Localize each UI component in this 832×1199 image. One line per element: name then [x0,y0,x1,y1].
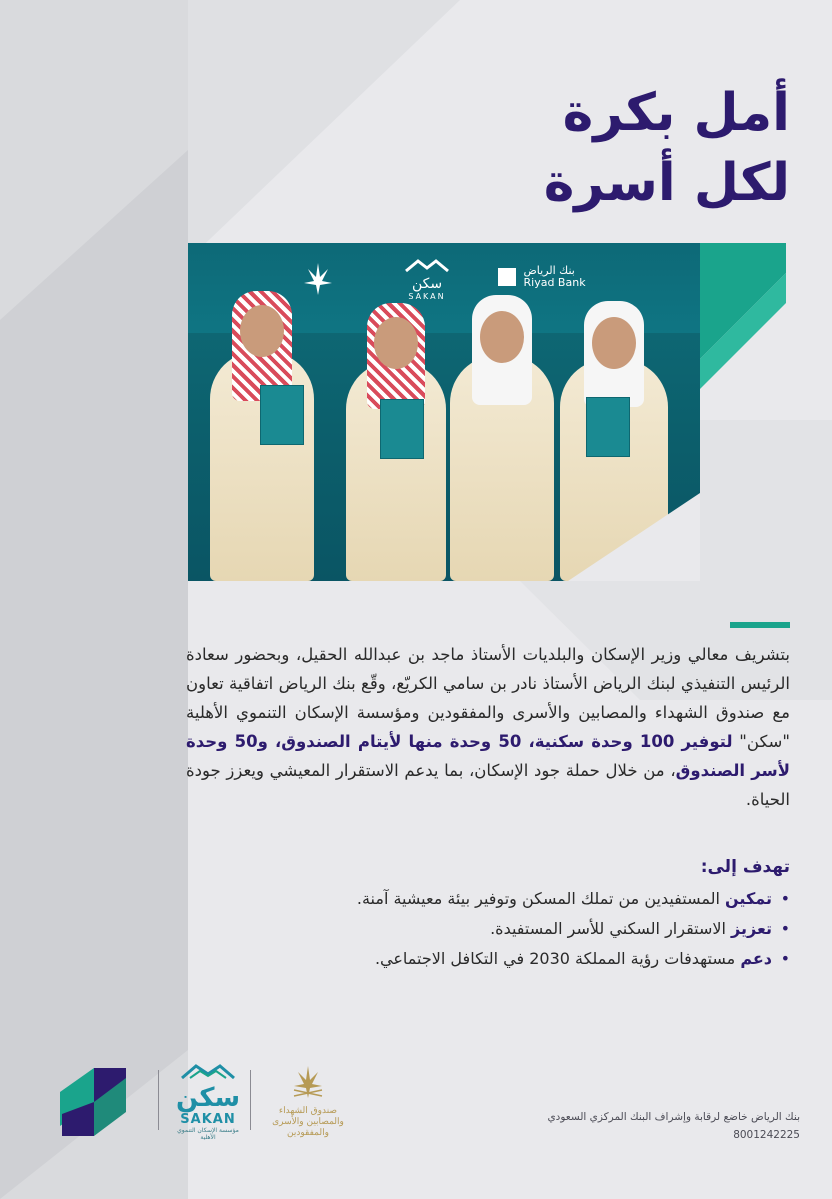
goal-keyword: تمكين [725,889,772,908]
goal-item [270,944,790,974]
sakan-subtitle: مؤسسة الإسكان التنموي الأهلية [177,1127,239,1141]
folder-3 [586,397,630,457]
phone-number: 8001242225 [733,1129,800,1141]
footer-sakan-logo [170,1062,246,1141]
photo-bank-ar: بنك الرياض [523,264,575,277]
headline [370,78,790,218]
headline-line-2: لكل أسرة [543,153,790,213]
goal-text: المستفيدين من تملك المسكن وتوفير بيئة معيشية آمنة. [356,889,726,908]
body-highlight: لتوفير 100 وحدة سكنية، 50 وحدة منها لأيتام الصندوق، و50 وحدة لأسر الصندوق [186,732,790,780]
riyad-bank-icon [498,268,516,286]
goal-item [270,884,790,914]
goals-section [270,852,790,974]
body-paragraph [186,640,790,814]
goal-text: الاستقرار السكني للأسر المستفيدة. [490,919,732,938]
photo-bank-en: Riyad Bank [523,276,586,289]
folder-2 [380,399,424,459]
footer-disclaimer [500,1108,800,1144]
goals-list [270,884,790,974]
goal-keyword: تعزيز [731,919,772,938]
photo-corner-shape [568,493,700,581]
riyad-bank-logo-icon [60,1068,130,1138]
disclaimer-text: بنك الرياض خاضع لرقابة وإشراف البنك المركزي السعودي [547,1111,800,1123]
sakan-roof-icon [180,1062,236,1080]
goals-heading: تهدف إلى: [700,857,790,877]
sakan-arabic: سكن [175,1083,241,1113]
person-3 [450,295,554,581]
sakan-english: SAKAN [180,1112,236,1127]
goal-text: مستهدفات رؤية المملكة 2030 في التكافل الاجتماعي. [374,949,741,968]
goal-item [270,914,790,944]
photo-sakan-ar: سكن [411,276,443,292]
accent-line [730,622,790,628]
folder-1 [260,385,304,445]
body-outro: ، من خلال حملة جود الإسكان، بما يدعم الاستقرار المعيشي ويعزز جودة الحياة. [186,761,790,809]
footer-divider [250,1070,251,1130]
footer-divider [158,1070,159,1130]
headline-line-1: أمل بكرة [562,83,790,143]
ceremony-photo [188,243,700,581]
photo-riyad-bank-logo [498,265,608,289]
fund-name: صندوق الشهداء والمصابين والأسرى والمفقودين [272,1106,344,1138]
body-intro: بتشريف معالي وزير الإسكان والبلديات الأستاذ ماجد بن عبدالله الحقيل، وبحضور سعادة الرئيس التنفيذي لبنك الرياض الأستاذ نادر بن سامي الكريّع، وقّع بنك الرياض اتفاقية تعاون مع صندوق الشهداء والمصابين والأسرى والمفقودين ومؤسسة الإسكان التنموي الأهلية "سكن" [186,645,790,751]
photo-sakan-en: SAKAN [408,292,446,301]
goal-keyword: دعم [740,949,772,968]
green-accent-shape [696,243,786,443]
palm-swords-icon [288,1062,328,1102]
footer-fund-logo [262,1062,354,1139]
